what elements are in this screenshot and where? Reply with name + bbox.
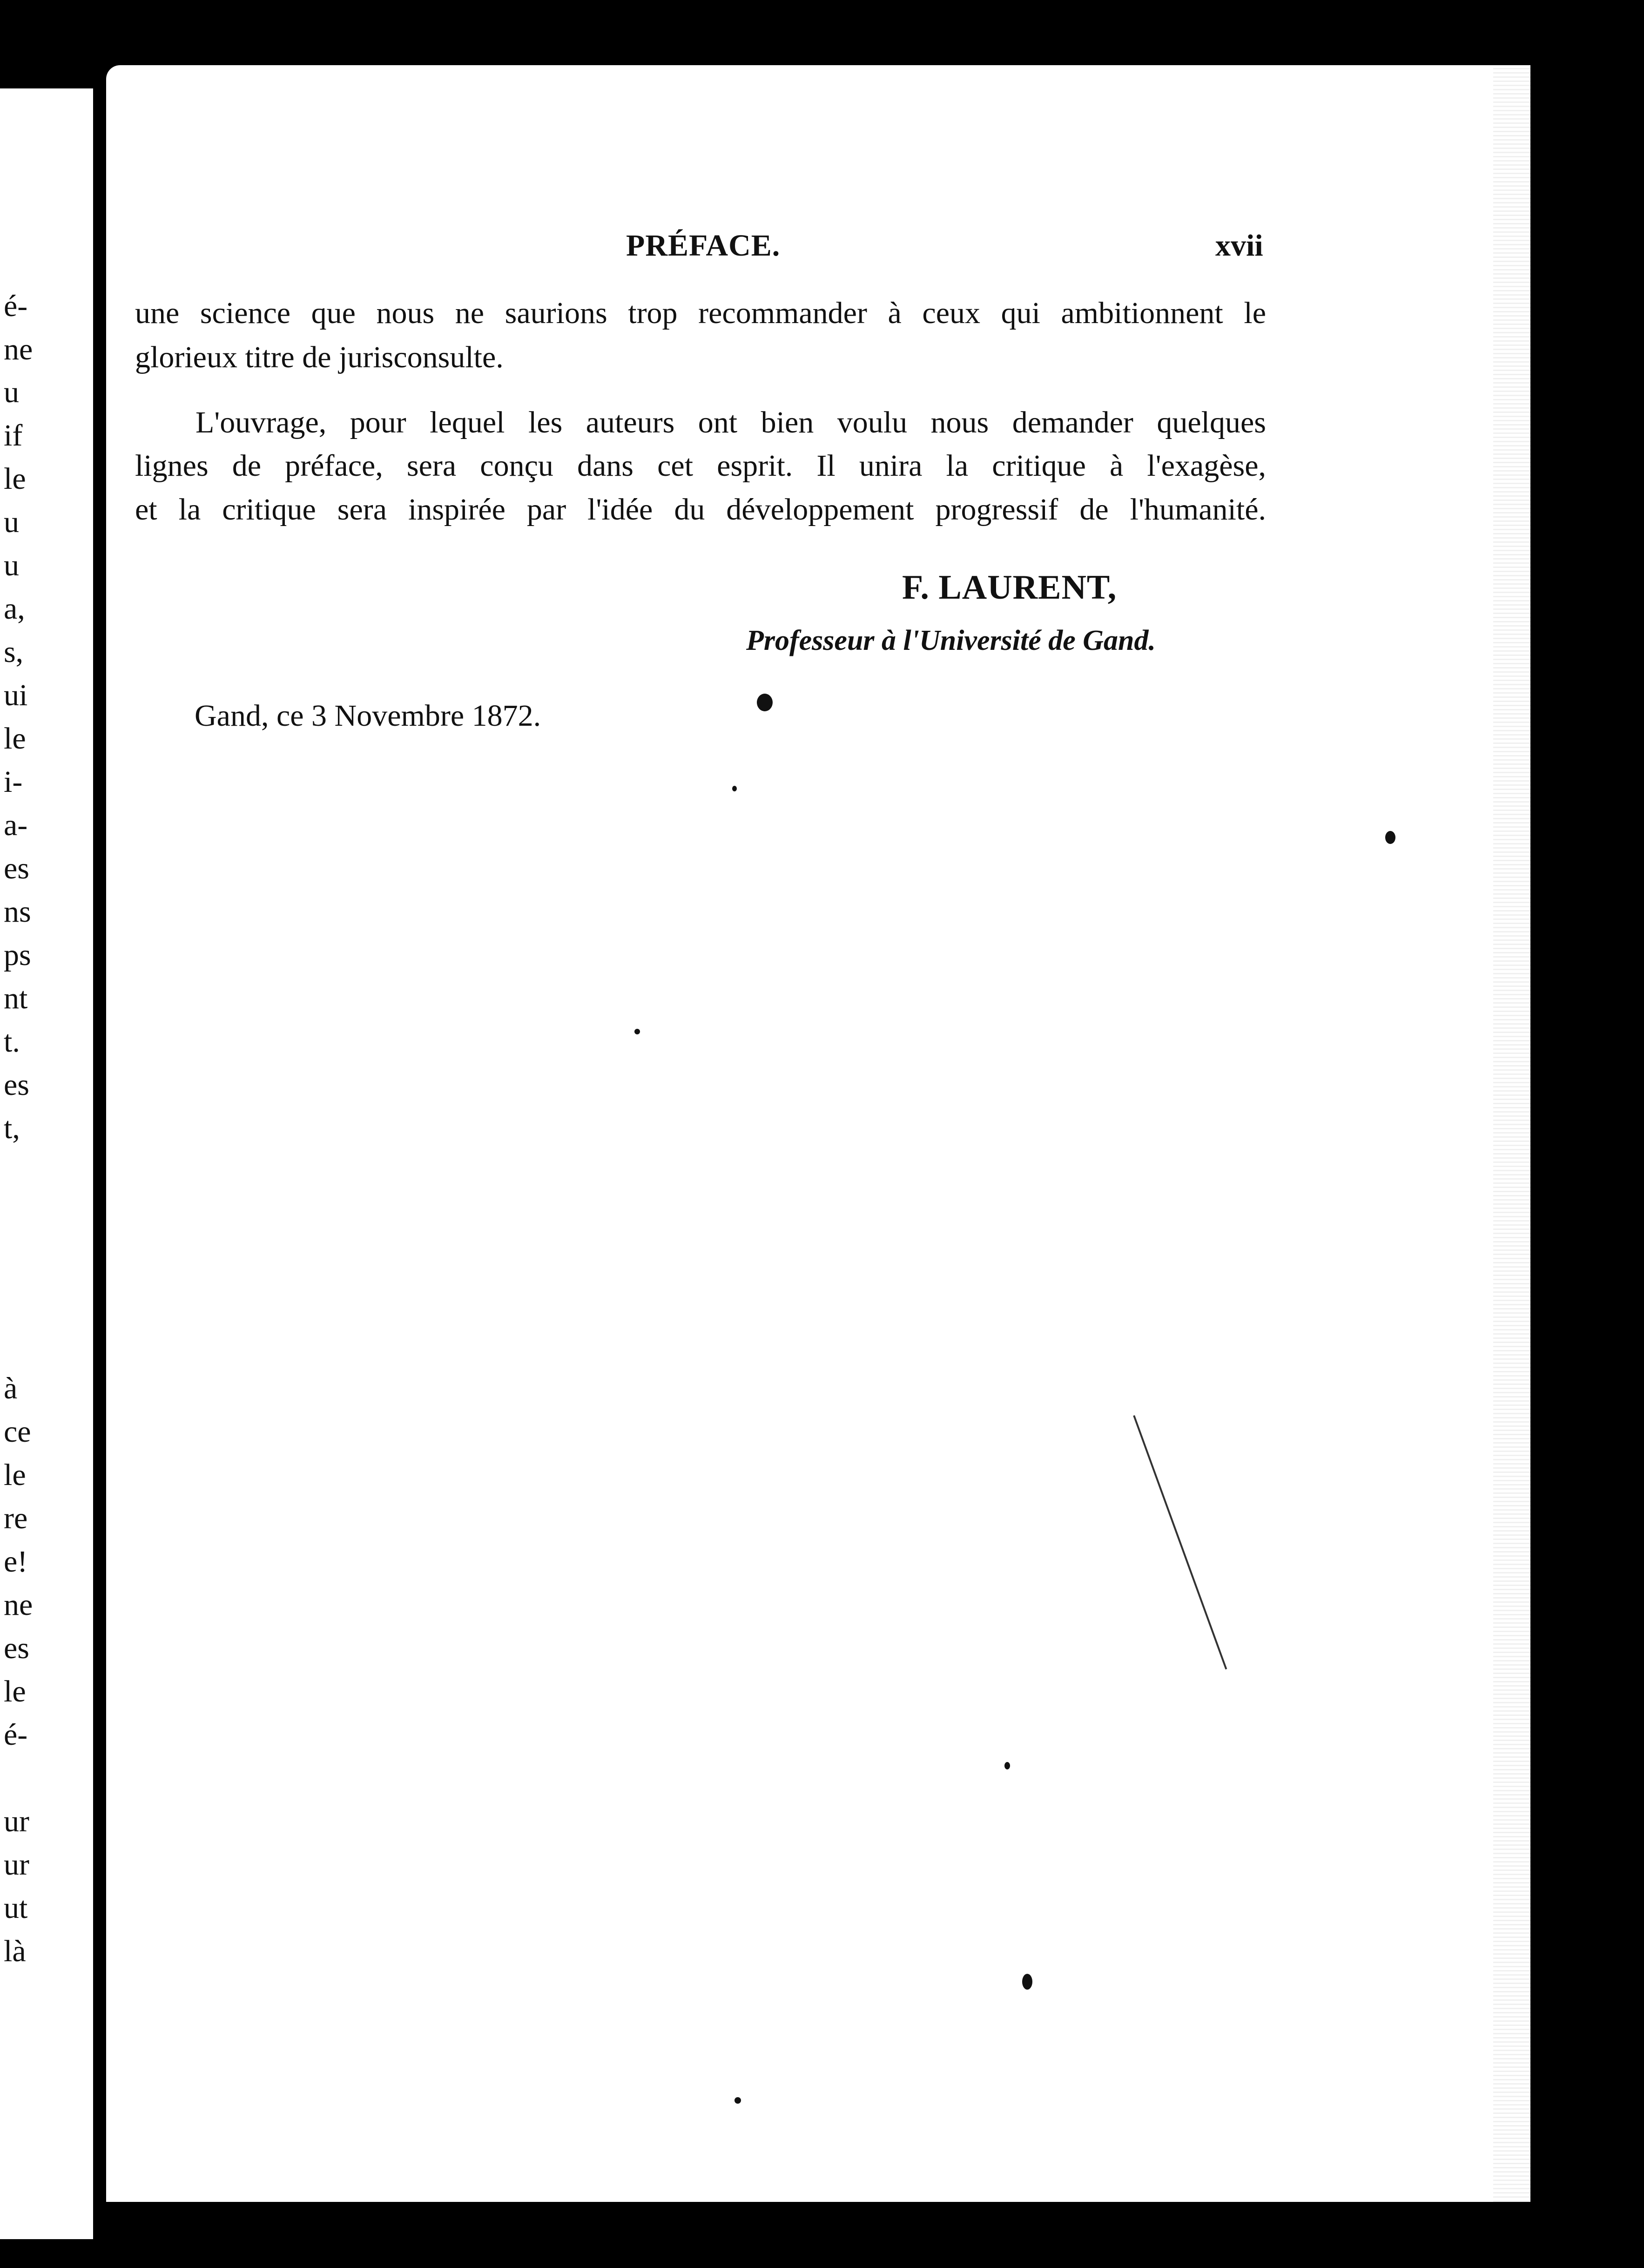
body-line: L'ouvrage, pour lequel les auteurs ont bien voulu nous demander quelques (195, 405, 1266, 439)
ink-speck (732, 786, 737, 791)
running-title: PRÉFACE. (626, 229, 781, 263)
facing-page-fragment: ui (4, 678, 28, 712)
body-line: lignes de préface, sera conçu dans cet esprit. Il unira la critique à l'exagèse, (135, 449, 1266, 483)
facing-page-fragment: le (4, 1458, 26, 1492)
signature-name: F. LAURENT, (902, 568, 1117, 607)
facing-page-fragment: à (4, 1371, 18, 1405)
facing-page-fragment: es (4, 1068, 29, 1102)
ink-speck (734, 2097, 741, 2104)
page-number: xvii (1215, 229, 1263, 263)
facing-page-fragment: là (4, 1934, 26, 1968)
facing-page-fragment: if (4, 418, 23, 452)
facing-page-fragment: e! (4, 1545, 28, 1579)
facing-page-fragment: a- (4, 808, 28, 842)
ink-speck (1022, 1974, 1032, 1990)
facing-page-fragment: ur (4, 1804, 29, 1838)
facing-page-fragment: es (4, 1631, 29, 1665)
facing-page-fragment: u (4, 548, 19, 582)
facing-page-fragment: t. (4, 1025, 20, 1059)
date-line: Gand, ce 3 Novembre 1872. (195, 699, 541, 733)
ink-speck (1385, 831, 1395, 844)
body-line: glorieux titre de jurisconsulte. (135, 340, 504, 374)
facing-page-fragment: ut (4, 1891, 28, 1925)
book-page (106, 65, 1530, 2202)
facing-page-fragment: t, (4, 1111, 20, 1145)
facing-page-margin (0, 88, 93, 2239)
ink-speck (1004, 1762, 1010, 1769)
body-line: et la critique sera inspirée par l'idée du développement progressif de l'humanité. (135, 493, 1266, 526)
ink-speck (757, 694, 773, 711)
body-line: une science que nous ne saurions trop recommander à ceux qui ambitionnent le (135, 296, 1266, 330)
facing-page-fragment: u (4, 375, 19, 409)
facing-page-fragment: le (4, 462, 26, 496)
signature-title: Professeur à l'Université de Gand. (746, 625, 1156, 656)
facing-page-fragment: i- (4, 765, 23, 799)
pen-mark (1133, 1415, 1227, 1669)
facing-page-fragment: s, (4, 635, 24, 669)
ink-speck (634, 1029, 640, 1034)
facing-page-fragment: ns (4, 895, 31, 929)
facing-page-fragment: ce (4, 1415, 31, 1449)
facing-page-fragment: le (4, 1674, 26, 1708)
facing-page-fragment: a, (4, 592, 25, 626)
facing-page-fragment: ps (4, 938, 31, 972)
facing-page-fragment: é- (4, 1718, 28, 1752)
facing-page-fragment: le (4, 722, 26, 756)
facing-page-fragment: ne (4, 1588, 33, 1622)
facing-page-fragment: u (4, 505, 19, 539)
facing-page-fragment: ur (4, 1848, 29, 1882)
facing-page-fragment: ne (4, 332, 33, 366)
facing-page-fragment: es (4, 851, 29, 885)
facing-page-fragment: é- (4, 289, 28, 323)
page-edge (1493, 65, 1530, 2202)
facing-page-fragment: nt (4, 981, 28, 1015)
facing-page-fragment: re (4, 1501, 28, 1535)
